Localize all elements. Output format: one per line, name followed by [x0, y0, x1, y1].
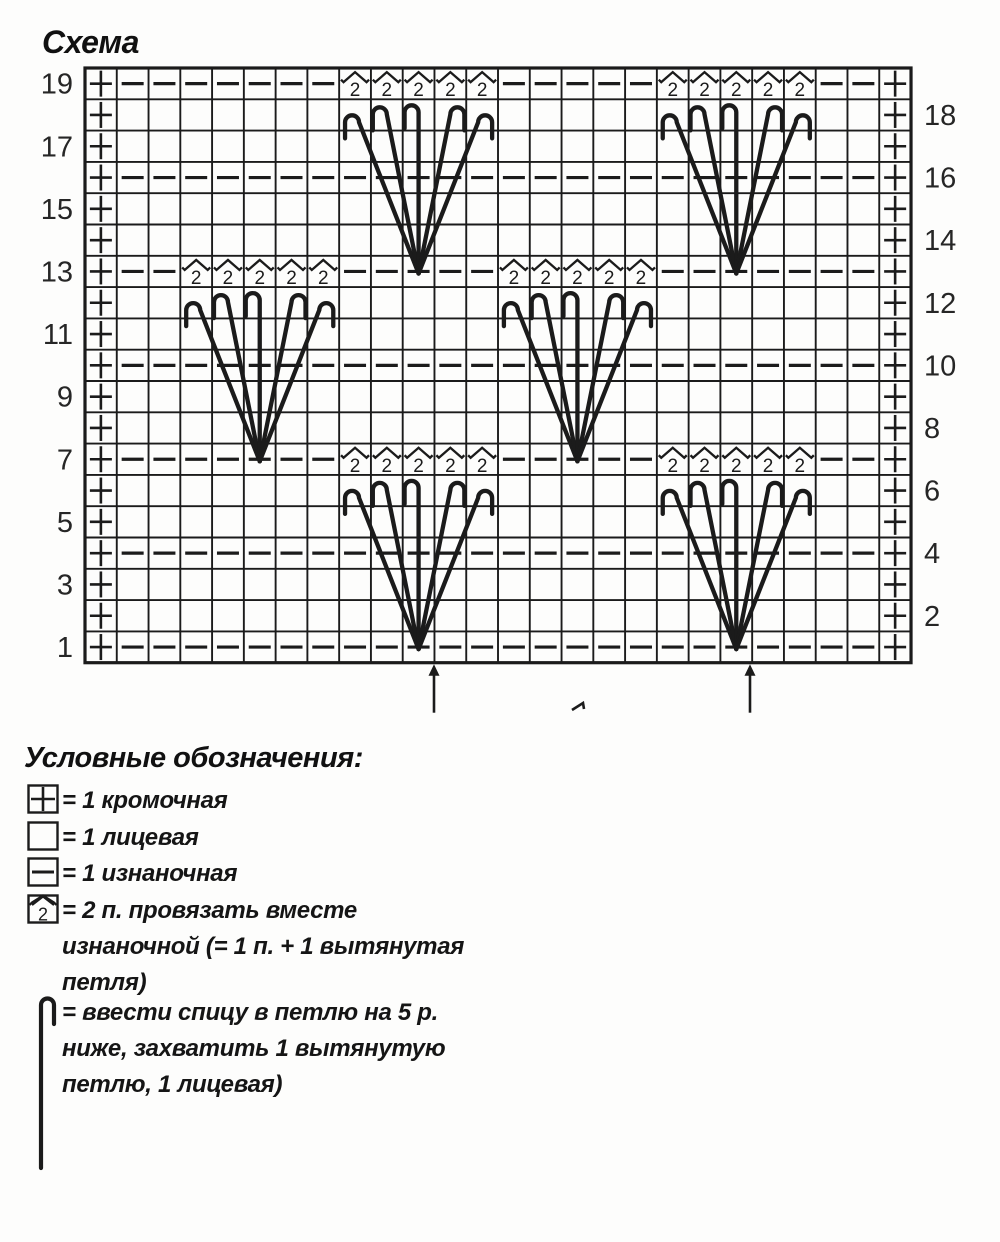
legend-item-loop-line1: = ввести спицу в петлю на 5 р.: [62, 999, 439, 1026]
elongated-loop-stitch: [691, 107, 737, 273]
elongated-loop-stitch: [345, 491, 419, 649]
elongated-loop-stitch: [663, 491, 737, 649]
row-label-left: 11: [42, 319, 73, 352]
elongated-loop-stitch: [504, 303, 578, 461]
svg-text:2: 2: [381, 455, 393, 477]
row-label-left: 1: [56, 632, 73, 665]
row-label-left: 9: [56, 381, 73, 414]
row-label-right: 10: [924, 350, 957, 383]
row-label-left: 7: [56, 444, 73, 477]
row-label-left: 5: [56, 506, 73, 539]
elongated-loop-stitch: [186, 303, 260, 461]
svg-text:2: 2: [254, 267, 266, 289]
svg-text:2: 2: [286, 267, 297, 289]
elongated-loop-stitch: [577, 303, 651, 461]
svg-text:2: 2: [667, 80, 679, 102]
svg-text:2: 2: [222, 267, 234, 289]
svg-text:2: 2: [349, 455, 361, 477]
legend-item-edge-stitch: = 1 кромочная: [62, 787, 228, 814]
svg-text:2: 2: [730, 80, 742, 102]
svg-text:2: 2: [413, 455, 424, 477]
elongated-loop-stitch: [419, 483, 465, 649]
legend-item-dec2-line1: = 2 п. провязать вместе: [62, 897, 357, 924]
svg-text:2: 2: [445, 455, 456, 477]
elongated-loop-stitch: [736, 107, 782, 273]
svg-text:2: 2: [413, 80, 424, 102]
row-label-left: 3: [56, 569, 73, 602]
row-label-right: 8: [924, 412, 941, 445]
plus-in-box-icon: [26, 783, 60, 815]
elongated-loop-stitch: [373, 107, 419, 273]
row-label-left: 19: [40, 68, 73, 101]
row-label-left: 17: [40, 131, 73, 164]
row-label-right: 14: [924, 225, 957, 258]
svg-text:2: 2: [730, 455, 742, 477]
repeat-arrow-head: [429, 664, 440, 676]
svg-text:2: 2: [190, 267, 202, 289]
row-label-right: 18: [924, 99, 957, 132]
svg-text:2: 2: [794, 455, 806, 477]
legend-item-knit-stitch: = 1 лицевая: [62, 824, 199, 851]
svg-text:2: 2: [603, 267, 615, 289]
elongated-loop-stitch: [736, 491, 810, 649]
cropped-text-fragment: [572, 703, 584, 710]
elongated-loop-stitch: [419, 107, 465, 273]
svg-text:2: 2: [37, 904, 49, 925]
svg-text:2: 2: [317, 267, 329, 289]
row-label-left: 15: [40, 193, 73, 226]
svg-text:2: 2: [445, 80, 456, 102]
svg-text:2: 2: [508, 267, 520, 289]
legend-item-loop-line2: ниже, захватить 1 вытянутую: [62, 1035, 446, 1062]
legend-item-purl-stitch: = 1 изнаночная: [62, 860, 238, 887]
elongated-loop-icon: [26, 988, 60, 1172]
row-label-right: 6: [924, 475, 941, 508]
chart-grid: [85, 68, 911, 663]
svg-text:2: 2: [572, 267, 583, 289]
elongated-loop-stitch: [419, 491, 493, 649]
row-label-right: 12: [924, 287, 957, 320]
svg-text:2: 2: [635, 267, 647, 289]
elongated-loop-stitch: [260, 303, 334, 461]
legend-item-dec2-line3: петля): [62, 969, 147, 996]
svg-text:2: 2: [762, 455, 774, 477]
elongated-loop-stitch: [577, 295, 623, 461]
svg-text:2: 2: [667, 455, 679, 477]
elongated-loop-stitch: [260, 295, 306, 461]
svg-text:2: 2: [381, 80, 393, 102]
row-label-right: 2: [924, 600, 941, 633]
elongated-loop-stitch: [419, 115, 493, 273]
elongated-loop-stitch: [373, 483, 419, 649]
row-label-right: 16: [924, 162, 957, 195]
elongated-loop-stitch: [345, 115, 419, 273]
svg-text:2: 2: [794, 80, 806, 102]
elongated-loop-stitch: [736, 483, 782, 649]
svg-text:2: 2: [699, 455, 710, 477]
dec2-in-box-icon: [26, 893, 60, 925]
elongated-loop-stitch: [691, 483, 737, 649]
legend-item-loop-line3: петлю, 1 лицевая): [62, 1071, 283, 1098]
elongated-loop-stitch: [663, 115, 737, 273]
svg-text:2: 2: [540, 267, 551, 289]
svg-text:2: 2: [699, 80, 710, 102]
svg-text:2: 2: [762, 80, 774, 102]
empty-box-icon: [26, 820, 60, 852]
elongated-loop-stitch: [532, 295, 578, 461]
row-label-right: 4: [924, 538, 941, 571]
svg-text:2: 2: [349, 80, 361, 102]
row-label-left: 13: [40, 256, 73, 289]
dash-in-box-icon: [26, 856, 60, 888]
svg-text:2: 2: [476, 80, 488, 102]
repeat-arrow-head: [745, 664, 756, 676]
legend-title: Условные обозначения:: [24, 742, 363, 774]
elongated-loop-stitch: [214, 295, 260, 461]
svg-text:2: 2: [476, 455, 488, 477]
legend-item-dec2-line2: изнаночной (= 1 п. + 1 вытянутая: [62, 933, 465, 960]
elongated-loop-stitch: [736, 115, 810, 273]
page-title: Схема: [42, 24, 139, 60]
